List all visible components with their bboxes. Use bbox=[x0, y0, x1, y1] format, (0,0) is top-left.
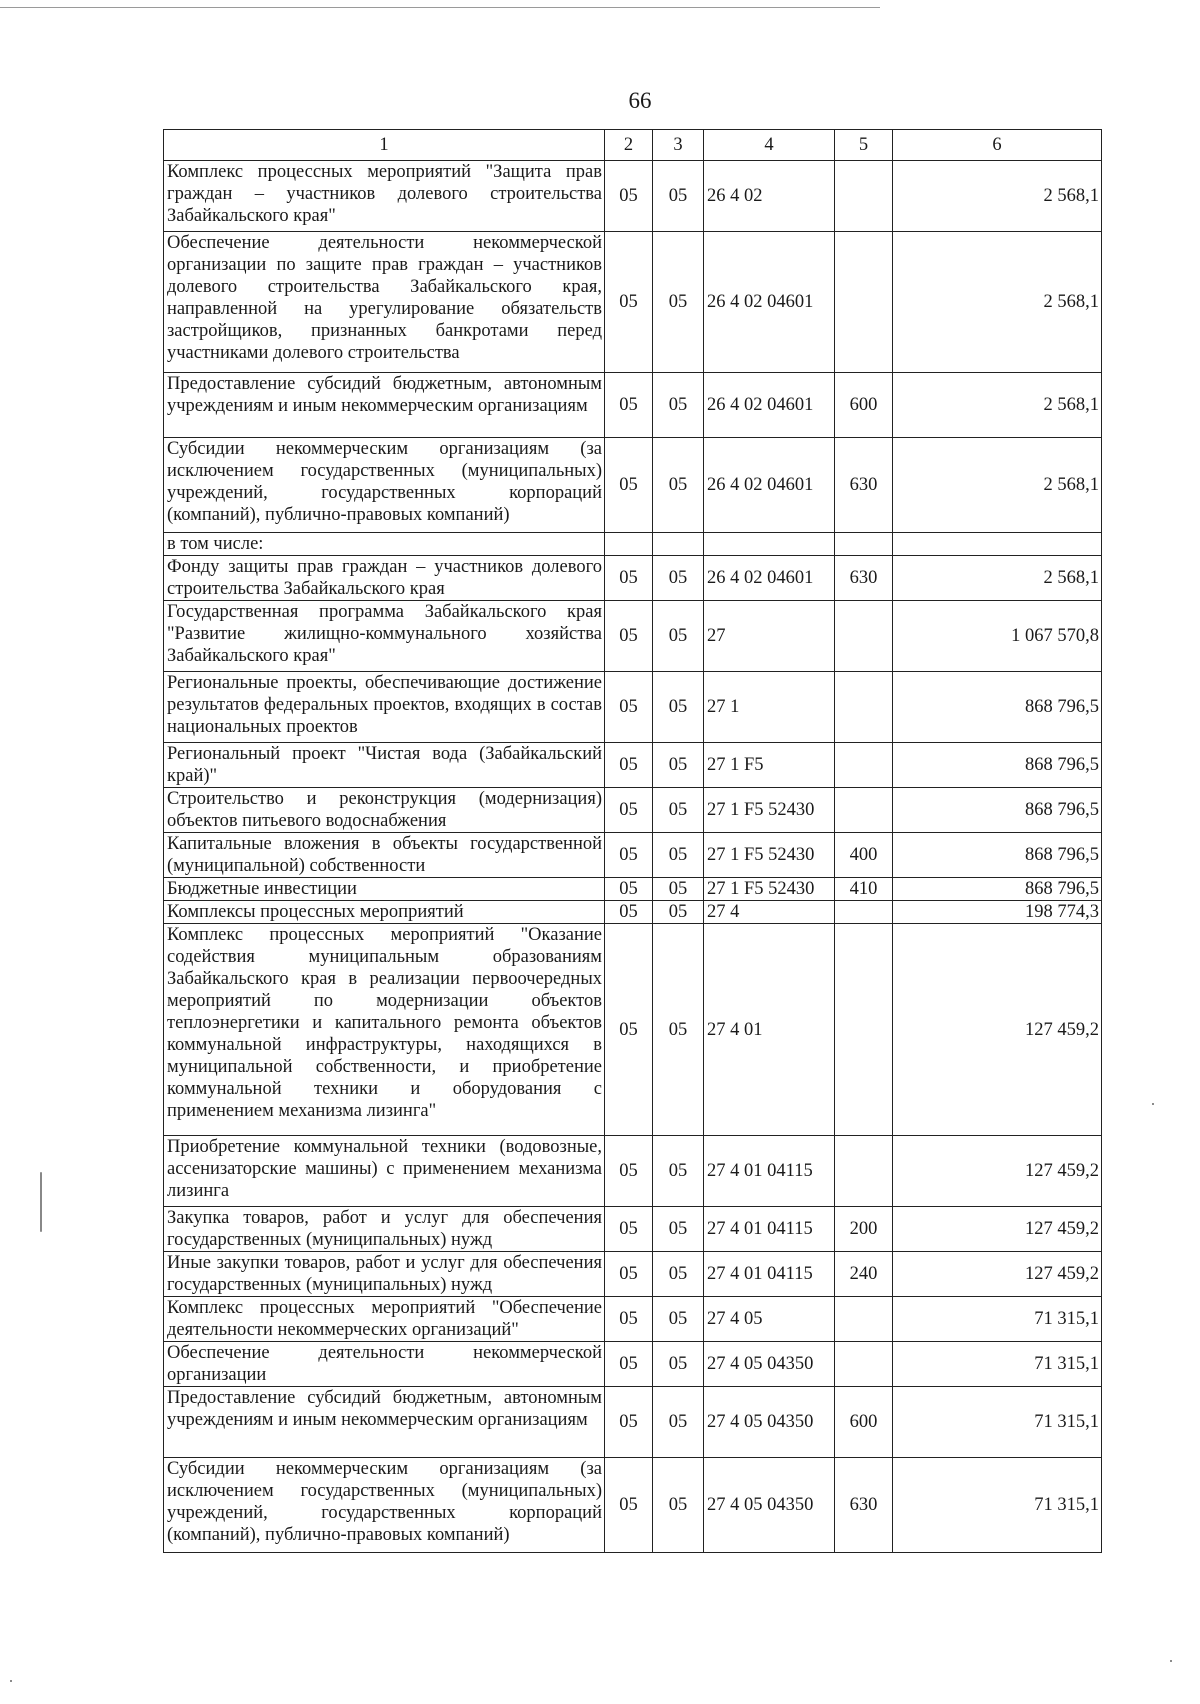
row-subsection-cell: 05 bbox=[653, 161, 704, 232]
row-amount-cell: 127 459,2 bbox=[893, 1136, 1102, 1207]
row-section-cell: 05 bbox=[605, 232, 653, 373]
table-row bbox=[164, 1387, 1102, 1458]
table-row bbox=[164, 901, 1102, 924]
row-name-cell: Закупка товаров, работ и услуг для обеспечения государственных (муниципальных) нужд bbox=[164, 1207, 605, 1252]
row-amount-cell: 71 315,1 bbox=[893, 1458, 1102, 1553]
row-target-code-cell: 27 4 bbox=[704, 901, 835, 924]
row-name-cell: Капитальные вложения в объекты государственной (муниципальной) собственности bbox=[164, 833, 605, 878]
row-target-code-cell: 27 bbox=[704, 601, 835, 672]
row-amount-cell: 2 568,1 bbox=[893, 373, 1102, 438]
row-amount-cell: 127 459,2 bbox=[893, 1207, 1102, 1252]
row-name-cell: Комплекс процессных мероприятий "Оказание содействия муниципальным образованиям Забайкальского края в реализации первоочередных мероприятий по модернизации объектов теплоэнергетики и капитального ремонта объектов коммунальной инфраструктуры, находящихся в муниципальной собственности, и приобретение коммунальной техники и оборудования с применением механизма лизинга" bbox=[164, 924, 605, 1136]
row-subsection-cell: 05 bbox=[653, 1458, 704, 1553]
row-section-cell: 05 bbox=[605, 901, 653, 924]
row-target-code-cell: 27 1 bbox=[704, 672, 835, 743]
table-row bbox=[164, 1136, 1102, 1207]
scan-edge-line bbox=[0, 7, 880, 8]
header-row bbox=[164, 130, 1102, 161]
row-amount-cell: 198 774,3 bbox=[893, 901, 1102, 924]
table-row bbox=[164, 878, 1102, 901]
row-section-cell: 05 bbox=[605, 1252, 653, 1297]
table-row bbox=[164, 788, 1102, 833]
row-name-cell: Строительство и реконструкция (модернизация) объектов питьевого водоснабжения bbox=[164, 788, 605, 833]
table-row bbox=[164, 1252, 1102, 1297]
row-expense-type-cell bbox=[835, 743, 893, 788]
row-name-cell: Приобретение коммунальной техники (водовозные, ассенизаторские машины) с применением механизма лизинга bbox=[164, 1136, 605, 1207]
row-target-code-cell: 26 4 02 04601 bbox=[704, 438, 835, 533]
table-row bbox=[164, 438, 1102, 533]
row-section-cell: 05 bbox=[605, 878, 653, 901]
row-expense-type-cell bbox=[835, 161, 893, 232]
row-subsection-cell: 05 bbox=[653, 878, 704, 901]
row-subsection-cell: 05 bbox=[653, 1387, 704, 1458]
table-row bbox=[164, 232, 1102, 373]
row-section-cell: 05 bbox=[605, 1297, 653, 1342]
row-name-cell: Бюджетные инвестиции bbox=[164, 878, 605, 901]
row-subsection-cell bbox=[653, 533, 704, 556]
header-col-6: 6 bbox=[893, 130, 1102, 161]
row-section-cell bbox=[605, 533, 653, 556]
table-row bbox=[164, 373, 1102, 438]
row-target-code-cell: 26 4 02 bbox=[704, 161, 835, 232]
row-expense-type-cell: 600 bbox=[835, 373, 893, 438]
row-name-cell: Региональный проект "Чистая вода (Забайкальский край)" bbox=[164, 743, 605, 788]
row-name-cell: Региональные проекты, обеспечивающие достижение результатов федеральных проектов, входящих в состав национальных проектов bbox=[164, 672, 605, 743]
row-amount-cell: 71 315,1 bbox=[893, 1342, 1102, 1387]
row-amount-cell: 2 568,1 bbox=[893, 161, 1102, 232]
budget-table bbox=[163, 129, 1102, 1553]
table-row bbox=[164, 833, 1102, 878]
row-subsection-cell: 05 bbox=[653, 788, 704, 833]
row-subsection-cell: 05 bbox=[653, 672, 704, 743]
row-amount-cell: 2 568,1 bbox=[893, 556, 1102, 601]
row-target-code-cell: 27 1 F5 52430 bbox=[704, 788, 835, 833]
header-col-2: 2 bbox=[605, 130, 653, 161]
row-expense-type-cell bbox=[835, 232, 893, 373]
row-section-cell: 05 bbox=[605, 601, 653, 672]
row-name-cell: в том числе: bbox=[164, 533, 605, 556]
row-section-cell: 05 bbox=[605, 924, 653, 1136]
row-target-code-cell: 26 4 02 04601 bbox=[704, 232, 835, 373]
row-target-code-cell: 27 1 F5 52430 bbox=[704, 878, 835, 901]
table-row bbox=[164, 1342, 1102, 1387]
row-section-cell: 05 bbox=[605, 1458, 653, 1553]
row-subsection-cell: 05 bbox=[653, 1136, 704, 1207]
row-target-code-cell: 27 4 05 04350 bbox=[704, 1387, 835, 1458]
row-amount-cell: 868 796,5 bbox=[893, 878, 1102, 901]
scan-speck bbox=[1170, 1660, 1172, 1662]
row-section-cell: 05 bbox=[605, 788, 653, 833]
row-expense-type-cell bbox=[835, 1342, 893, 1387]
row-name-cell: Обеспечение деятельности некоммерческой организации по защите прав граждан – участников долевого строительства Забайкальского края, направленной на урегулирование обязательств застройщиков, признанных банкротами перед участниками долевого строительства bbox=[164, 232, 605, 373]
row-expense-type-cell bbox=[835, 1297, 893, 1342]
row-subsection-cell: 05 bbox=[653, 556, 704, 601]
header-col-3: 3 bbox=[653, 130, 704, 161]
row-expense-type-cell bbox=[835, 788, 893, 833]
row-expense-type-cell: 410 bbox=[835, 878, 893, 901]
row-target-code-cell: 27 4 05 bbox=[704, 1297, 835, 1342]
row-subsection-cell: 05 bbox=[653, 232, 704, 373]
row-amount-cell: 127 459,2 bbox=[893, 924, 1102, 1136]
row-amount-cell: 71 315,1 bbox=[893, 1387, 1102, 1458]
row-amount-cell: 2 568,1 bbox=[893, 438, 1102, 533]
header-col-5: 5 bbox=[835, 130, 893, 161]
row-amount-cell: 868 796,5 bbox=[893, 743, 1102, 788]
row-name-cell: Комплекс процессных мероприятий "Защита прав граждан – участников долевого строительства Забайкальского края" bbox=[164, 161, 605, 232]
row-section-cell: 05 bbox=[605, 833, 653, 878]
row-target-code-cell: 27 4 01 04115 bbox=[704, 1136, 835, 1207]
row-expense-type-cell: 630 bbox=[835, 1458, 893, 1553]
row-subsection-cell: 05 bbox=[653, 373, 704, 438]
table-row bbox=[164, 533, 1102, 556]
budget-table-container bbox=[163, 129, 1101, 1553]
table-row bbox=[164, 743, 1102, 788]
row-expense-type-cell bbox=[835, 533, 893, 556]
row-name-cell: Обеспечение деятельности некоммерческой организации bbox=[164, 1342, 605, 1387]
scan-speck bbox=[10, 1680, 12, 1682]
row-subsection-cell: 05 bbox=[653, 833, 704, 878]
row-name-cell: Субсидии некоммерческим организациям (за исключением государственных (муниципальных) учреждений, государственных корпораций (компаний), публично-правовых компаний) bbox=[164, 1458, 605, 1553]
row-amount-cell: 71 315,1 bbox=[893, 1297, 1102, 1342]
row-section-cell: 05 bbox=[605, 743, 653, 788]
table-row bbox=[164, 1458, 1102, 1553]
row-target-code-cell: 27 4 05 04350 bbox=[704, 1458, 835, 1553]
header-col-4: 4 bbox=[704, 130, 835, 161]
row-expense-type-cell: 200 bbox=[835, 1207, 893, 1252]
row-name-cell: Государственная программа Забайкальского края "Развитие жилищно-коммунального хозяйства Забайкальского края" bbox=[164, 601, 605, 672]
row-expense-type-cell: 630 bbox=[835, 556, 893, 601]
row-expense-type-cell bbox=[835, 601, 893, 672]
row-name-cell: Фонду защиты прав граждан – участников долевого строительства Забайкальского края bbox=[164, 556, 605, 601]
table-row bbox=[164, 924, 1102, 1136]
row-name-cell: Комплексы процессных мероприятий bbox=[164, 901, 605, 924]
row-section-cell: 05 bbox=[605, 1387, 653, 1458]
row-name-cell: Субсидии некоммерческим организациям (за исключением государственных (муниципальных) учреждений, государственных корпораций (компаний), публично-правовых компаний) bbox=[164, 438, 605, 533]
page-number: 66 bbox=[628, 88, 652, 113]
row-amount-cell: 127 459,2 bbox=[893, 1252, 1102, 1297]
row-section-cell: 05 bbox=[605, 1207, 653, 1252]
table-row bbox=[164, 672, 1102, 743]
row-target-code-cell: 27 1 F5 52430 bbox=[704, 833, 835, 878]
row-subsection-cell: 05 bbox=[653, 1297, 704, 1342]
row-expense-type-cell bbox=[835, 1136, 893, 1207]
row-name-cell: Комплекс процессных мероприятий "Обеспечение деятельности некоммерческих организаций" bbox=[164, 1297, 605, 1342]
scan-speck bbox=[1152, 1103, 1154, 1105]
row-amount-cell: 868 796,5 bbox=[893, 672, 1102, 743]
table-row bbox=[164, 601, 1102, 672]
row-expense-type-cell: 240 bbox=[835, 1252, 893, 1297]
row-target-code-cell: 26 4 02 04601 bbox=[704, 556, 835, 601]
row-target-code-cell: 27 1 F5 bbox=[704, 743, 835, 788]
table-body bbox=[164, 161, 1102, 1553]
row-name-cell: Предоставление субсидий бюджетным, автономным учреждениям и иным некоммерческим организациям bbox=[164, 373, 605, 438]
header-col-1: 1 bbox=[164, 130, 605, 161]
row-target-code-cell bbox=[704, 533, 835, 556]
row-section-cell: 05 bbox=[605, 1136, 653, 1207]
table-row bbox=[164, 556, 1102, 601]
row-expense-type-cell bbox=[835, 924, 893, 1136]
row-section-cell: 05 bbox=[605, 161, 653, 232]
row-subsection-cell: 05 bbox=[653, 1342, 704, 1387]
row-amount-cell bbox=[893, 533, 1102, 556]
row-amount-cell: 2 568,1 bbox=[893, 232, 1102, 373]
row-target-code-cell: 27 4 01 04115 bbox=[704, 1207, 835, 1252]
row-section-cell: 05 bbox=[605, 672, 653, 743]
table-row bbox=[164, 161, 1102, 232]
row-target-code-cell: 26 4 02 04601 bbox=[704, 373, 835, 438]
row-section-cell: 05 bbox=[605, 1342, 653, 1387]
row-expense-type-cell bbox=[835, 672, 893, 743]
row-subsection-cell: 05 bbox=[653, 924, 704, 1136]
row-amount-cell: 868 796,5 bbox=[893, 833, 1102, 878]
row-target-code-cell: 27 4 01 04115 bbox=[704, 1252, 835, 1297]
row-amount-cell: 868 796,5 bbox=[893, 788, 1102, 833]
row-section-cell: 05 bbox=[605, 556, 653, 601]
row-subsection-cell: 05 bbox=[653, 1252, 704, 1297]
row-subsection-cell: 05 bbox=[653, 743, 704, 788]
row-subsection-cell: 05 bbox=[653, 1207, 704, 1252]
row-subsection-cell: 05 bbox=[653, 438, 704, 533]
row-expense-type-cell: 400 bbox=[835, 833, 893, 878]
row-expense-type-cell bbox=[835, 901, 893, 924]
row-section-cell: 05 bbox=[605, 373, 653, 438]
row-amount-cell: 1 067 570,8 bbox=[893, 601, 1102, 672]
table-row bbox=[164, 1207, 1102, 1252]
row-expense-type-cell: 630 bbox=[835, 438, 893, 533]
row-subsection-cell: 05 bbox=[653, 601, 704, 672]
row-target-code-cell: 27 4 05 04350 bbox=[704, 1342, 835, 1387]
table-row bbox=[164, 1297, 1102, 1342]
row-name-cell: Иные закупки товаров, работ и услуг для обеспечения государственных (муниципальных) нужд bbox=[164, 1252, 605, 1297]
row-expense-type-cell: 600 bbox=[835, 1387, 893, 1458]
row-section-cell: 05 bbox=[605, 438, 653, 533]
scan-speck bbox=[40, 1172, 42, 1232]
row-name-cell: Предоставление субсидий бюджетным, автономным учреждениям и иным некоммерческим организациям bbox=[164, 1387, 605, 1458]
row-subsection-cell: 05 bbox=[653, 901, 704, 924]
row-target-code-cell: 27 4 01 bbox=[704, 924, 835, 1136]
